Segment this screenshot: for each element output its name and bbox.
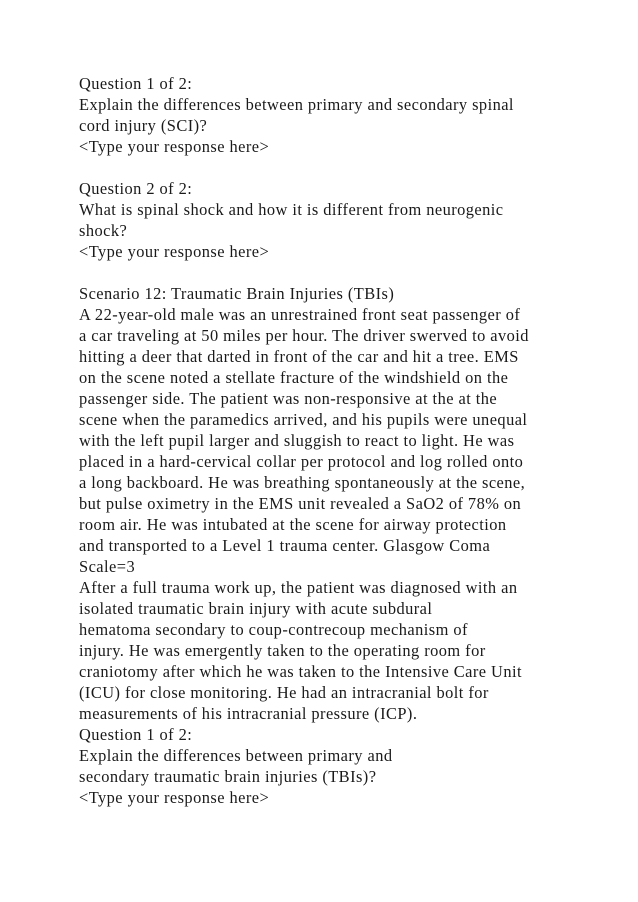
scenario-text-line: (ICU) for close monitoring. He had an intracranial bolt for (79, 683, 489, 702)
scenario-text-line: passenger side. The patient was non-responsive at the at the (79, 389, 498, 408)
question-label: Question 1 of 2: (79, 725, 193, 744)
scenario-text-line: but pulse oximetry in the EMS unit revealed a SaO2 of 78% on (79, 494, 522, 513)
document-page (79, 73, 624, 808)
question-text-line: secondary traumatic brain injuries (TBIs)? (79, 767, 377, 786)
scenario-text-line: with the left pupil larger and sluggish to react to light. He was (79, 431, 515, 450)
question-text-line: Explain the differences between primary and (79, 746, 393, 765)
spacer (79, 157, 624, 178)
scenario-text-line: and transported to a Level 1 trauma center. Glasgow Coma (79, 536, 491, 555)
question-block-sci-2 (79, 178, 624, 262)
spacer (79, 262, 624, 283)
scenario-text-line: hitting a deer that darted in front of the car and hit a tree. EMS (79, 347, 519, 366)
scenario-text-line: on the scene noted a stellate fracture of the windshield on the (79, 368, 509, 387)
response-placeholder: <Type your response here> (79, 242, 270, 261)
scenario-text-line: craniotomy after which he was taken to the Intensive Care Unit (79, 662, 522, 681)
scenario-text-line: scene when the paramedics arrived, and his pupils were unequal (79, 410, 528, 429)
scenario-text-line: a long backboard. He was breathing spontaneously at the scene, (79, 473, 526, 492)
scenario-text-line: A 22-year-old male was an unrestrained front seat passenger of (79, 305, 521, 324)
question-text-line: What is spinal shock and how it is different from neurogenic (79, 200, 504, 219)
scenario-title: Scenario 12: Traumatic Brain Injuries (TBIs) (79, 284, 395, 303)
scenario-text-line: isolated traumatic brain injury with acute subdural (79, 599, 433, 618)
question-block-tbi-1 (79, 724, 624, 808)
scenario-text-line: hematoma secondary to coup-contrecoup mechanism of (79, 620, 468, 639)
scenario-text-line: room air. He was intubated at the scene for airway protection (79, 515, 507, 534)
scenario-text-line: After a full trauma work up, the patient was diagnosed with an (79, 578, 518, 597)
scenario-text-line: placed in a hard-cervical collar per protocol and log rolled onto (79, 452, 524, 471)
question-text-line: cord injury (SCI)? (79, 116, 208, 135)
question-label: Question 2 of 2: (79, 179, 193, 198)
question-text-line: shock? (79, 221, 128, 240)
response-placeholder: <Type your response here> (79, 788, 270, 807)
scenario-text-line: injury. He was emergently taken to the operating room for (79, 641, 486, 660)
response-placeholder: <Type your response here> (79, 137, 270, 156)
question-label: Question 1 of 2: (79, 74, 193, 93)
scenario-text-line: measurements of his intracranial pressure (ICP). (79, 704, 418, 723)
scenario-text-line: Scale=3 (79, 557, 136, 576)
question-text-line: Explain the differences between primary and secondary spinal (79, 95, 514, 114)
scenario-block (79, 283, 624, 724)
scenario-text-line: a car traveling at 50 miles per hour. The driver swerved to avoid (79, 326, 529, 345)
question-block-sci-1 (79, 73, 624, 157)
